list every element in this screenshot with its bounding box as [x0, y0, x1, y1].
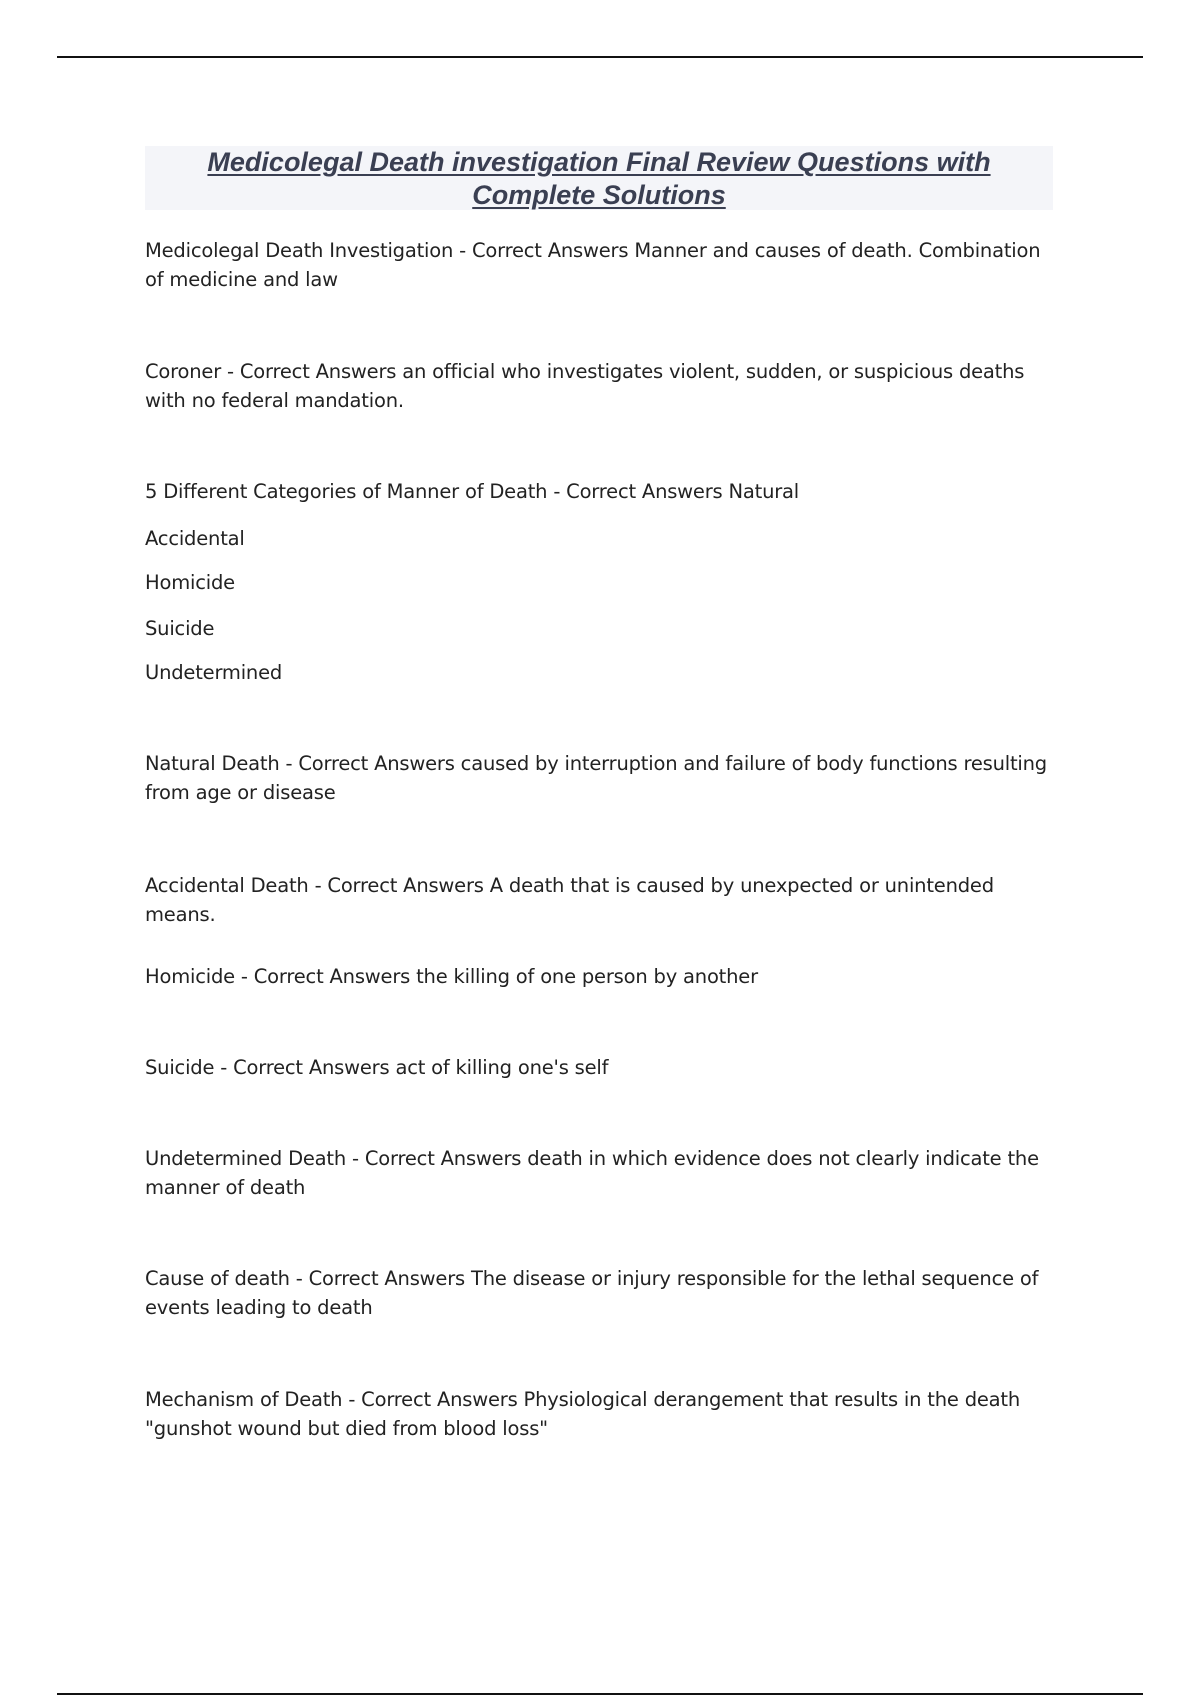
document-title: Medicolegal Death investigation Final Review Questions with Complete Solutions	[207, 147, 991, 210]
list-item-accidental: Accidental	[145, 527, 245, 550]
entry-mechanism-of-death: Mechanism of Death - Correct Answers Physiological derangement that results in the death "gunshot wound but died from blood loss"	[145, 1388, 1021, 1440]
entry-manner-categories: 5 Different Categories of Manner of Death - Correct Answers Natural	[145, 480, 800, 503]
list-item-suicide: Suicide	[145, 617, 215, 640]
entry-medicolegal-death-investigation: Medicolegal Death Investigation - Correct Answers Manner and causes of death. Combination of medicine and law	[145, 239, 1041, 291]
entry-coroner: Coroner - Correct Answers an official who investigates violent, sudden, or suspicious deaths with no federal mandation.	[145, 360, 1025, 412]
top-divider	[57, 56, 1143, 58]
entry-suicide: Suicide - Correct Answers act of killing one's self	[145, 1056, 609, 1079]
document-title-box	[145, 146, 1053, 210]
list-item-undetermined: Undetermined	[145, 661, 283, 684]
list-item-homicide: Homicide	[145, 571, 235, 594]
entry-cause-of-death: Cause of death - Correct Answers The disease or injury responsible for the lethal sequence of events leading to death	[145, 1267, 1039, 1319]
entry-natural-death: Natural Death - Correct Answers caused by interruption and failure of body functions resulting from age or disease	[145, 752, 1047, 804]
bottom-divider	[57, 1693, 1143, 1695]
entry-undetermined-death: Undetermined Death - Correct Answers death in which evidence does not clearly indicate the manner of death	[145, 1147, 1039, 1199]
entry-homicide: Homicide - Correct Answers the killing of one person by another	[145, 965, 758, 988]
entry-accidental-death: Accidental Death - Correct Answers A death that is caused by unexpected or unintended means.	[145, 874, 994, 926]
